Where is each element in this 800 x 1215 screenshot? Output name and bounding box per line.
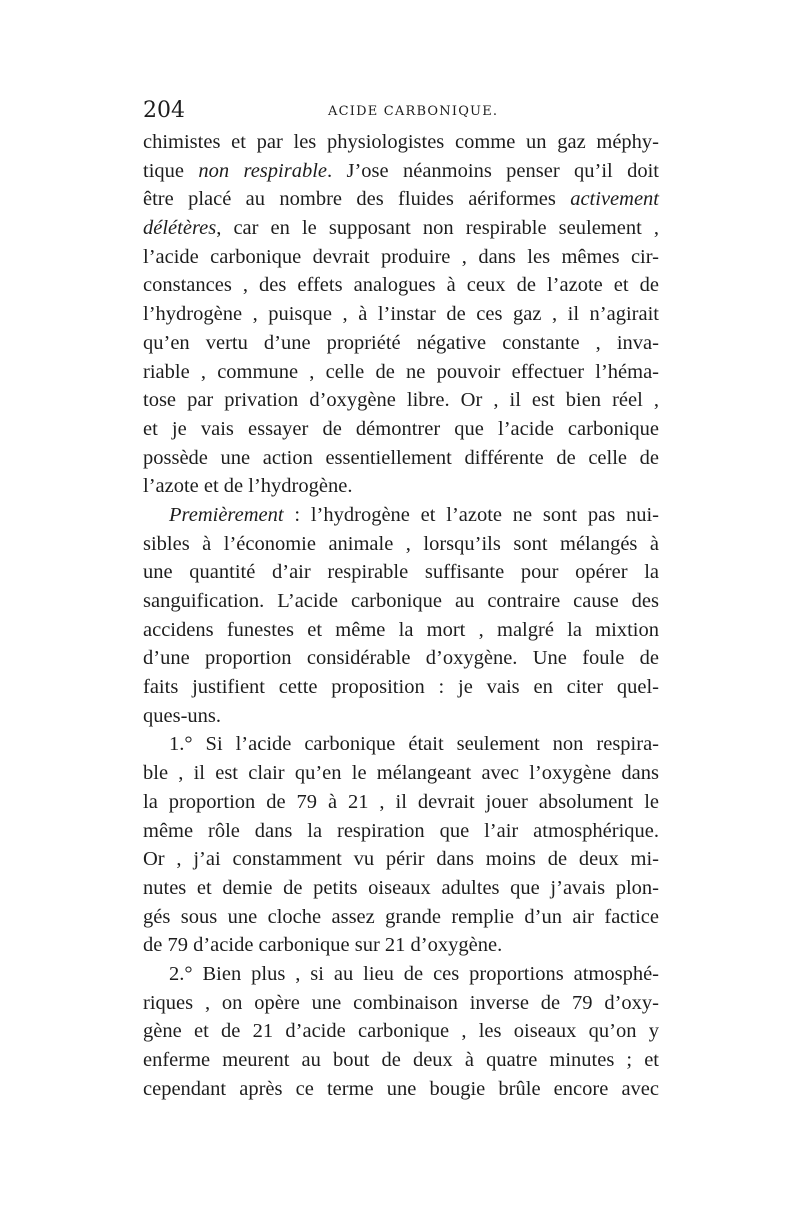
text-segment: faits justifient cette proposition : je vais en citer quel- bbox=[143, 676, 659, 699]
body-text bbox=[143, 128, 659, 1103]
text-segment: cependant après ce terme une bougie brûle encore avec bbox=[143, 1077, 659, 1100]
text-segment: possède une action essentiellement différente de celle de bbox=[143, 446, 659, 469]
text-line bbox=[143, 587, 659, 616]
text-segment: gés sous une cloche assez grande remplie d’un air factice bbox=[143, 905, 659, 928]
text-line bbox=[143, 759, 659, 788]
text-line bbox=[143, 128, 659, 157]
text-line bbox=[143, 903, 659, 932]
text-segment: nutes et demie de petits oiseaux adultes que j’avais plon- bbox=[143, 876, 659, 899]
text-segment: de 79 d’acide carbonique sur 21 d’oxygène. bbox=[143, 934, 503, 957]
text-line bbox=[143, 874, 659, 903]
text-segment: accidens funestes et même la mort , malgré la mixtion bbox=[143, 618, 659, 641]
text-line bbox=[143, 644, 659, 673]
text-line bbox=[143, 185, 659, 214]
text-line bbox=[143, 616, 659, 645]
text-segment: une quantité d’air respirable suffisante pour opérer la bbox=[143, 561, 659, 584]
text-segment: . J’ose néanmoins penser qu’il doit bbox=[327, 159, 660, 182]
text-segment: , car en le supposant non respirable seulement , bbox=[216, 217, 659, 240]
text-segment: constances , des effets analogues à ceux de l’azote et de bbox=[143, 274, 659, 297]
text-line bbox=[143, 271, 659, 300]
text-line bbox=[143, 1046, 659, 1075]
text-line bbox=[143, 845, 659, 874]
text-line bbox=[143, 329, 659, 358]
text-line bbox=[143, 1075, 659, 1104]
text-line bbox=[143, 157, 659, 186]
text-line bbox=[143, 817, 659, 846]
page-header bbox=[143, 99, 659, 123]
text-segment: même rôle dans la respiration que l’air atmosphérique. bbox=[143, 819, 659, 842]
text-line bbox=[143, 673, 659, 702]
running-head: ACIDE CARBONIQUE. bbox=[328, 104, 499, 119]
italic-text: délétères bbox=[143, 217, 217, 240]
text-segment: la proportion de 79 à 21 , il devrait jouer absolument le bbox=[143, 790, 659, 813]
text-line bbox=[143, 989, 659, 1018]
text-segment: gène et de 21 d’acide carbonique , les oiseaux qu’on y bbox=[143, 1020, 659, 1043]
text-line bbox=[143, 386, 659, 415]
text-line bbox=[143, 530, 659, 559]
text-segment: d’une proportion considérable d’oxygène. Une foule de bbox=[143, 647, 659, 670]
text-segment: sanguification. L’acide carbonique au contraire cause des bbox=[143, 590, 659, 612]
text-line bbox=[143, 501, 659, 530]
text-line bbox=[143, 243, 659, 272]
text-line bbox=[143, 415, 659, 444]
text-line bbox=[143, 702, 659, 731]
text-segment: ble , il est clair qu’en le mélangeant avec l’oxygène dans bbox=[143, 762, 659, 785]
text-line bbox=[143, 472, 659, 501]
text-segment: Or , j’ai constamment vu périr dans moins de deux mi- bbox=[143, 848, 659, 871]
text-segment: sibles à l’économie animale , lorsqu’ils sont mélangés à bbox=[143, 532, 659, 555]
text-segment: 1.° Si l’acide carbonique était seulement non respira- bbox=[169, 733, 659, 756]
text-segment: chimistes et par les physiologistes comme un gaz méphy- bbox=[143, 131, 659, 153]
text-segment: l’hydrogène , puisque , à l’instar de ces gaz , il n’agirait bbox=[143, 303, 659, 326]
text-segment: tose par privation d’oxygène libre. Or , il est bien réel , bbox=[143, 389, 659, 412]
text-line bbox=[143, 960, 659, 989]
italic-text: non respirable bbox=[198, 159, 327, 182]
text-segment: l’acide carbonique devrait produire , dans les mêmes cir- bbox=[143, 245, 659, 268]
italic-text: Premièrement bbox=[169, 503, 284, 526]
text-line bbox=[143, 1017, 659, 1046]
text-line bbox=[143, 358, 659, 387]
text-segment: 2.° Bien plus , si au lieu de ces proportions atmosphé- bbox=[169, 962, 659, 985]
text-line bbox=[143, 730, 659, 759]
text-line bbox=[143, 788, 659, 817]
page-number: 204 bbox=[143, 98, 185, 123]
text-segment: être placé au nombre des fluides aériformes bbox=[143, 188, 571, 211]
italic-text: activement bbox=[570, 188, 659, 211]
text-segment: ques-uns. bbox=[143, 704, 222, 727]
text-segment: : l’hydrogène et l’azote ne sont pas nui- bbox=[283, 503, 659, 526]
text-line bbox=[143, 300, 659, 329]
text-line bbox=[143, 931, 659, 960]
text-line bbox=[143, 558, 659, 587]
text-segment: riques , on opère une combinaison inverse de 79 d’oxy- bbox=[143, 991, 659, 1014]
text-segment: et je vais essayer de démontrer que l’acide carbonique bbox=[143, 417, 659, 440]
text-segment: qu’en vertu d’une propriété négative constante , inva- bbox=[143, 331, 659, 354]
text-segment: tique bbox=[143, 159, 199, 182]
text-segment: enferme meurent au bout de deux à quatre minutes ; et bbox=[143, 1049, 659, 1071]
text-line bbox=[143, 214, 659, 243]
text-segment: l’azote et de l’hydrogène. bbox=[143, 475, 353, 498]
text-segment: riable , commune , celle de ne pouvoir effectuer l’héma- bbox=[143, 360, 659, 383]
text-line bbox=[143, 444, 659, 473]
